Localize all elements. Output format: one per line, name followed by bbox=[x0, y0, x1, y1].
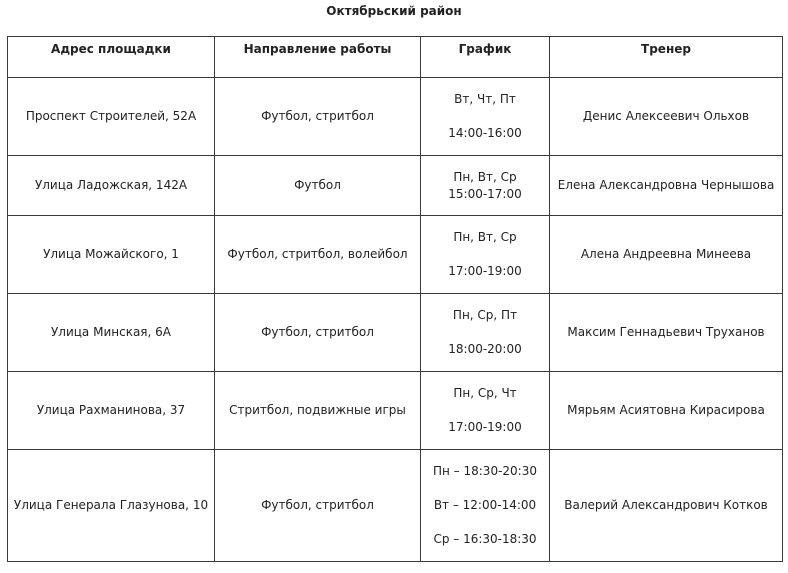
table-row bbox=[8, 294, 783, 372]
schedule-line: 15:00-17:00 bbox=[448, 186, 522, 201]
trainer-cell: Валерий Александрович Котков bbox=[550, 450, 783, 562]
schedule-line: 14:00-16:00 bbox=[448, 126, 522, 140]
schedule-line: 17:00-19:00 bbox=[448, 420, 522, 434]
address-cell: Улица Генерала Глазунова, 10 bbox=[8, 450, 215, 562]
schedule-line: Ср – 16:30-18:30 bbox=[433, 532, 537, 546]
table-header-row bbox=[8, 37, 783, 78]
trainer-cell: Максим Геннадьевич Труханов bbox=[550, 294, 783, 372]
table-row bbox=[8, 216, 783, 294]
header-direction: Направление работы bbox=[215, 37, 421, 78]
trainer-cell: Алена Андреевна Минеева bbox=[550, 216, 783, 294]
schedule-line: Пн, Вт, Ср bbox=[453, 230, 517, 244]
district-title: Октябрьский район bbox=[326, 4, 462, 18]
schedule-cell bbox=[421, 372, 550, 450]
direction-cell: Футбол, стритбол, волейбол bbox=[215, 216, 421, 294]
schedule-line: Пн, Ср, Чт bbox=[453, 386, 517, 400]
address-cell: Улица Ладожская, 142А bbox=[8, 156, 215, 216]
trainer-cell: Денис Алексеевич Ольхов bbox=[550, 78, 783, 156]
table-row bbox=[8, 156, 783, 216]
table-row bbox=[8, 450, 783, 562]
address-cell: Улица Можайского, 1 bbox=[8, 216, 215, 294]
header-trainer: Тренер bbox=[550, 37, 783, 78]
direction-cell: Стритбол, подвижные игры bbox=[215, 372, 421, 450]
header-schedule: График bbox=[421, 37, 550, 78]
address-cell: Улица Рахманинова, 37 bbox=[8, 372, 215, 450]
trainer-cell: Мярьям Асиятовна Кирасирова bbox=[550, 372, 783, 450]
header-address: Адрес площадки bbox=[8, 37, 215, 78]
schedule-line: Вт, Чт, Пт bbox=[454, 92, 516, 106]
direction-cell: Футбол, стритбол bbox=[215, 294, 421, 372]
schedule-cell bbox=[421, 294, 550, 372]
table-row bbox=[8, 78, 783, 156]
schedule-line: 17:00-19:00 bbox=[448, 264, 522, 278]
direction-cell: Футбол bbox=[215, 156, 421, 216]
table-row bbox=[8, 372, 783, 450]
address-cell: Проспект Строителей, 52А bbox=[8, 78, 215, 156]
schedule-line: Пн – 18:30-20:30 bbox=[433, 464, 537, 478]
trainer-cell: Елена Александровна Чернышова bbox=[550, 156, 783, 216]
schedule-cell bbox=[421, 78, 550, 156]
schedule-table bbox=[7, 36, 783, 562]
address-cell: Улица Минская, 6А bbox=[8, 294, 215, 372]
schedule-line: 18:00-20:00 bbox=[448, 342, 522, 356]
schedule-cell bbox=[421, 156, 550, 216]
schedule-line: Пн, Вт, Ср bbox=[453, 169, 517, 184]
schedule-cell bbox=[421, 450, 550, 562]
schedule-line: Вт – 12:00-14:00 bbox=[433, 498, 537, 512]
schedule-line: Пн, Ср, Пт bbox=[452, 308, 518, 322]
schedule-cell bbox=[421, 216, 550, 294]
direction-cell: Футбол, стритбол bbox=[215, 450, 421, 562]
direction-cell: Футбол, стритбол bbox=[215, 78, 421, 156]
